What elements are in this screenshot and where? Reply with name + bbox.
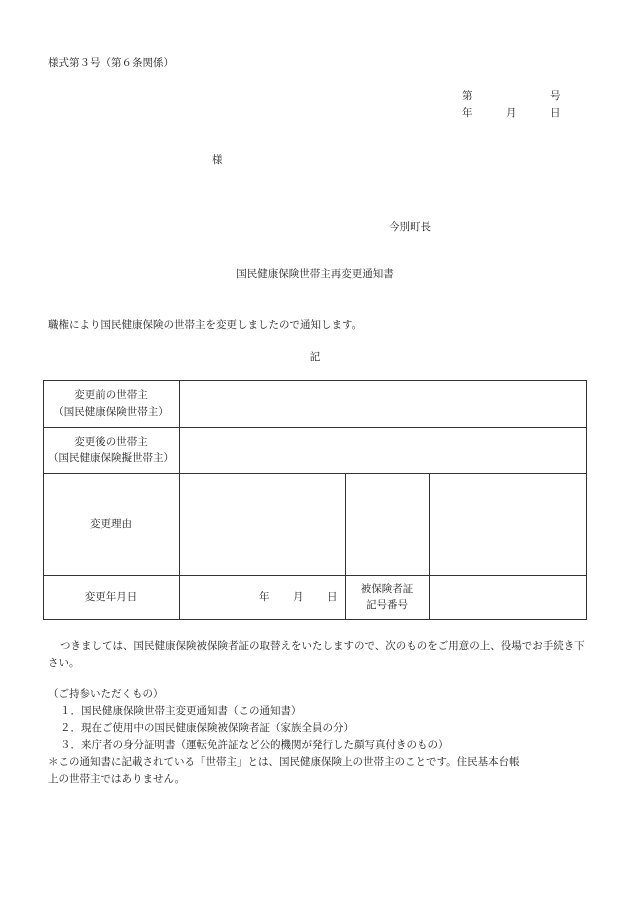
change-date-gatsu: 月 [293,590,304,603]
after-label-2: （国民健康保険擬世帯主） [48,452,174,464]
before-label-2: （国民健康保険世帯主） [53,405,169,418]
number-go: 号 [550,90,561,102]
ki-marker: 記 [309,351,321,363]
document-title: 国民健康保険世帯主再変更通知書 [236,268,394,280]
bring-list [48,686,520,788]
procedure-note [48,638,588,672]
change-date-field [179,575,345,619]
before-head-label [43,380,179,427]
procedure-text: つきましては、国民健康保険被保険者証の取替えをいたしますので、次のものをご用意の上、役場でお手続き下さい。 [48,640,585,669]
card-label-1: 被保険者証 [360,582,414,595]
recipient-honorific: 様 [212,154,223,166]
number-dai: 第 [462,90,473,102]
change-details-table [43,380,587,620]
date-nichi: 日 [550,107,561,119]
after-label-1: 変更後の世帯主 [74,435,148,448]
bring-item-1: １．国民健康保険世帯主変更通知書（この通知書） [60,705,302,717]
date-nen: 年 [462,107,473,119]
intro-text: 職権により国民健康保険の世帯主を変更しましたので通知します。 [48,319,363,331]
issuer-name: 今別町長 [389,221,431,233]
change-date-label: 変更年月日 [84,590,138,603]
bring-item-2: ２．現在ご使用中の国民健康保険被保険者証（家族全員の分） [60,722,354,734]
footnote-line-1: ＊この通知書に記載されている「世帯主」とは、国民健康保険上の世帯主のことです。住民基本台帳 [48,756,520,768]
change-date-nichi: 日 [327,590,338,603]
reason-label: 変更理由 [90,517,132,530]
card-label-2: 記号番号 [366,599,408,611]
bring-item-3: ３．来庁者の身分証明書（運転免許証など公的機関が発行した顔写真付きのもの） [60,739,449,751]
form-number: 様式第３号（第６条関係） [48,57,174,69]
date-gatsu: 月 [506,107,517,119]
after-head-label [43,427,179,473]
change-date-nen: 年 [259,590,270,603]
bring-heading: （ご持参いただくもの） [48,688,164,700]
card-number-label [345,575,429,619]
before-label-1: 変更前の世帯主 [74,389,148,402]
footnote-line-2: 上の世帯主ではありません。 [48,773,186,785]
